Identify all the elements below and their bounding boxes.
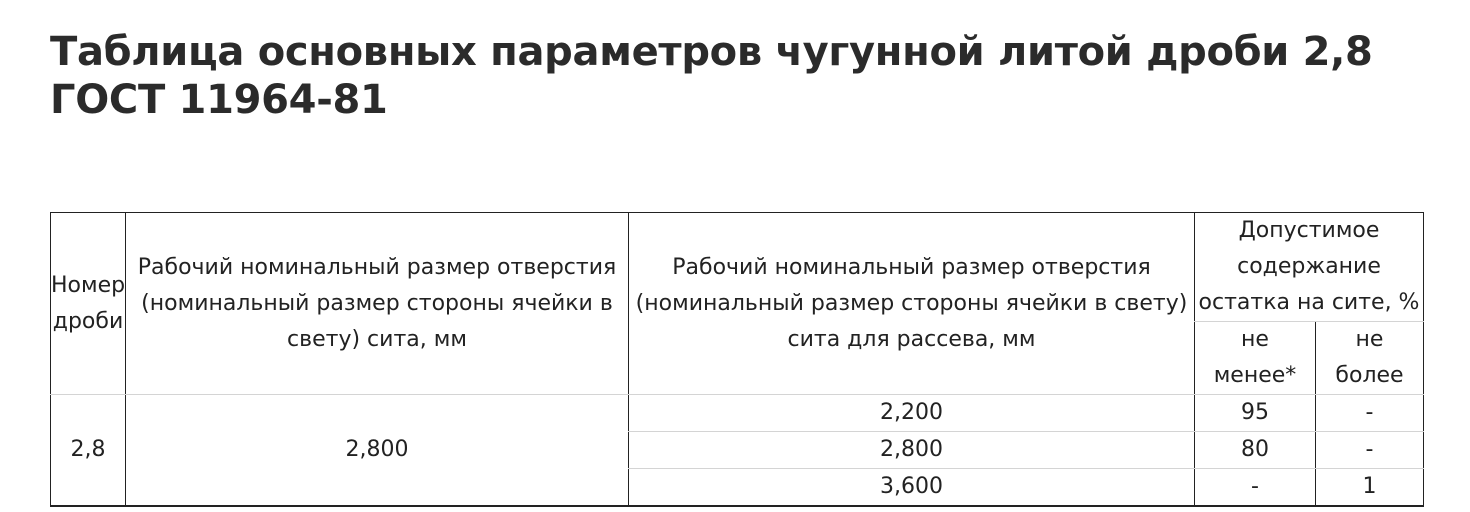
header-allowed-residue: Допустимое содержание остатка на сите, %	[1195, 213, 1424, 322]
cell-sieve-size: 2,800	[126, 395, 629, 507]
page-title: Таблица основных параметров чугунной литой дроби 2,8 ГОСТ 11964-81	[50, 29, 1373, 123]
cell-max: -	[1316, 432, 1424, 469]
cell-screening-size: 3,600	[629, 469, 1195, 507]
header-max: не более	[1316, 322, 1424, 395]
header-shot-number: Номер дроби	[51, 213, 126, 395]
cell-max: -	[1316, 395, 1424, 432]
cell-shot-number: 2,8	[70, 437, 106, 462]
header-min: не менее*	[1195, 322, 1316, 395]
cell-min: 95	[1195, 395, 1316, 432]
cell-min: -	[1195, 469, 1316, 507]
header-sieve-size: Рабочий номинальный размер отверстия (номинальный размер стороны ячейки в свету) сита, мм	[126, 213, 629, 395]
parameters-table	[50, 212, 1424, 507]
cell-screening-size: 2,800	[629, 432, 1195, 469]
header-screening-size: Рабочий номинальный размер отверстия (номинальный размер стороны ячейки в свету) сита для рассева, мм	[629, 213, 1195, 395]
table-row	[51, 395, 1424, 432]
cell-screening-size: 2,200	[629, 395, 1195, 432]
cell-max: 1	[1316, 469, 1424, 507]
cell-min: 80	[1195, 432, 1316, 469]
